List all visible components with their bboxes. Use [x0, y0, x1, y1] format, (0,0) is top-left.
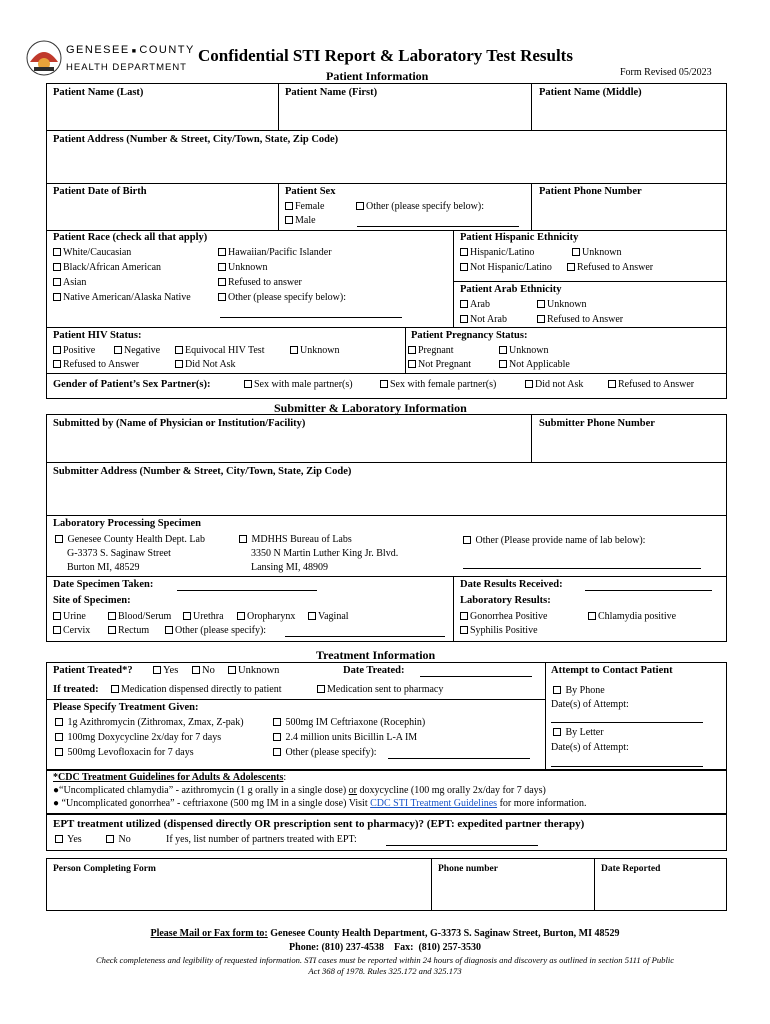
- checkbox-icon: [53, 248, 61, 256]
- race-asian-label: Asian: [63, 277, 87, 288]
- label-patient-address: Patient Address (Number & Street, City/Town, State, Zip Code): [53, 134, 339, 145]
- res-chl-label: Chlamydia positive: [598, 611, 677, 622]
- lab3-label: Other (Please provide name of lab below):: [475, 535, 646, 546]
- checkbox-icon: [317, 685, 325, 693]
- site-oro-label: Oropharynx: [247, 611, 296, 622]
- by-phone-label: By Phone: [565, 685, 605, 696]
- checkbox-preg-yes[interactable]: [408, 345, 454, 356]
- checkbox-icon: [460, 626, 468, 634]
- lab1-name: Genesee County Health Dept. Lab: [67, 534, 205, 545]
- footer-note-2: Act 368 of 1978. Rules 325.172 and 325.173: [308, 966, 462, 976]
- checkbox-preg-na[interactable]: [499, 359, 570, 370]
- checkbox-icon: [218, 278, 226, 286]
- res-gon-label: Gonorrhea Positive: [470, 611, 548, 622]
- org-line1b: COUNTY: [139, 44, 195, 56]
- date-results-field[interactable]: [585, 579, 712, 591]
- org-line1: GENESEE: [66, 44, 130, 56]
- checkbox-t-other[interactable]: [273, 747, 377, 758]
- cdc1-a: ●“Uncomplicated chlamydia” - azithromycin (1 g orally in a single dose): [53, 785, 349, 796]
- checkbox-hisp-refused[interactable]: [567, 262, 653, 273]
- treated-row: [53, 665, 133, 676]
- cdc-guidelines-link[interactable]: CDC STI Treatment Guidelines: [370, 798, 498, 809]
- checkbox-treated-unknown[interactable]: [228, 665, 279, 676]
- checkbox-icon: [108, 626, 116, 634]
- checkbox-site-urethra[interactable]: [183, 611, 224, 622]
- checkbox-icon: [111, 685, 119, 693]
- checkbox-icon: [239, 535, 247, 543]
- checkbox-icon: [380, 380, 388, 388]
- lab2-street: 3350 N Martin Luther King Jr. Blvd.: [251, 548, 399, 559]
- checkbox-icon: [290, 346, 298, 354]
- checkbox-icon: [237, 612, 245, 620]
- label-pregnancy: Patient Pregnancy Status:: [411, 330, 528, 341]
- label-attempt-contact: Attempt to Contact Patient: [551, 665, 673, 676]
- cdc1-or: or: [348, 785, 358, 796]
- date-attempt-phone-field[interactable]: [551, 711, 703, 723]
- checkbox-icon: [165, 626, 173, 634]
- checkbox-t-azithro[interactable]: [55, 717, 244, 728]
- checkbox-site-cervix[interactable]: [53, 625, 90, 636]
- checkbox-race-refused[interactable]: [218, 277, 302, 288]
- label-hiv: Patient HIV Status:: [53, 330, 142, 341]
- site-other-field[interactable]: [285, 625, 445, 637]
- checkbox-partner-female[interactable]: [380, 379, 496, 390]
- ept-partners-field[interactable]: [386, 834, 538, 846]
- checkbox-site-oro[interactable]: [237, 611, 295, 622]
- org-name: [66, 44, 195, 56]
- hiv-dna-label: Did Not Ask: [185, 359, 236, 370]
- label-partner-gender: Gender of Patient’s Sex Partner(s):: [53, 379, 211, 390]
- t2-label: 100mg Doxycycline 2x/day for 7 days: [67, 732, 222, 743]
- arab-unknown-label: Unknown: [547, 299, 587, 310]
- lab1-city: Burton MI, 48529: [67, 562, 140, 573]
- org-separator: ■: [131, 48, 138, 55]
- checkbox-icon: [308, 612, 316, 620]
- checkbox-arab-yes[interactable]: [460, 299, 490, 310]
- label-date-reported: Date Reported: [601, 864, 661, 874]
- label-date-results: Date Results Received:: [460, 579, 563, 590]
- logo: [26, 40, 62, 76]
- checkbox-icon: [53, 346, 61, 354]
- checkbox-race-hawaiian[interactable]: [218, 247, 332, 258]
- checkbox-icon: [53, 626, 61, 634]
- hiv-pos-label: Positive: [63, 345, 96, 356]
- t3-label: 500mg Levofloxacin for 7 days: [67, 747, 194, 758]
- checkbox-hiv-unknown[interactable]: [290, 345, 339, 356]
- checkbox-icon: [499, 360, 507, 368]
- checkbox-icon: [408, 346, 416, 354]
- checkbox-lab-other[interactable]: [463, 535, 645, 546]
- label-date-attempt-letter: Date(s) of Attempt:: [551, 742, 629, 753]
- checkbox-site-other[interactable]: [165, 625, 266, 636]
- ept-yes-label: Yes: [67, 834, 82, 845]
- label-if-treated: If treated:: [53, 684, 99, 695]
- hiv-unknown-label: Unknown: [300, 345, 340, 356]
- checkbox-lab-mdhhs[interactable]: [239, 534, 352, 545]
- cdc-line-2: [53, 798, 586, 809]
- checkbox-icon: [218, 248, 226, 256]
- label-specify-treatment: Please Specify Treatment Given:: [53, 702, 199, 713]
- race-native-label: Native American/Alaska Native: [63, 292, 191, 303]
- checkbox-icon: [588, 612, 596, 620]
- label-submitter-address: Submitter Address (Number & Street, City/Town, State, Zip Code): [53, 466, 352, 477]
- hiv-equiv-label: Equivocal HIV Test: [185, 345, 265, 356]
- checkbox-partner-refused[interactable]: [608, 379, 694, 390]
- checkbox-t-levo[interactable]: [55, 747, 194, 758]
- site-urine-label: Urine: [63, 611, 86, 622]
- checkbox-icon: [153, 666, 161, 674]
- date-attempt-letter-field[interactable]: [551, 755, 703, 767]
- cdc-title-row: [53, 772, 286, 783]
- checkbox-t-doxy[interactable]: [55, 732, 221, 743]
- t6-label: Other (please specify):: [285, 747, 377, 758]
- checkbox-lab-genesee[interactable]: [55, 534, 205, 545]
- checkbox-hisp-yes[interactable]: [460, 247, 534, 258]
- partner-male-label: Sex with male partner(s): [254, 379, 353, 390]
- med-pharm-label: Medication sent to pharmacy: [327, 684, 444, 695]
- cdc2-b: for more information.: [497, 798, 587, 809]
- checkbox-site-blood[interactable]: [108, 611, 171, 622]
- label-patient-phone: Patient Phone Number: [539, 186, 642, 197]
- label-submitted-by: Submitted by (Name of Physician or Institution/Facility): [53, 418, 306, 429]
- date-treated-field[interactable]: [420, 665, 532, 677]
- checkbox-icon: [55, 535, 63, 543]
- seal-icon: [26, 40, 62, 76]
- label-dob: Patient Date of Birth: [53, 186, 147, 197]
- checkbox-icon: [460, 248, 468, 256]
- label-date-taken: Date Specimen Taken:: [53, 579, 154, 590]
- checkbox-icon: [192, 666, 200, 674]
- checkbox-sex-male[interactable]: [285, 215, 316, 226]
- label-phone-number: Phone number: [438, 864, 498, 874]
- checkbox-icon: [218, 263, 226, 271]
- checkbox-res-syphilis[interactable]: [460, 625, 538, 636]
- checkbox-icon: [567, 263, 575, 271]
- checkbox-arab-no[interactable]: [460, 314, 507, 325]
- hiv-refused-label: Refused to Answer: [63, 359, 140, 370]
- hiv-neg-label: Negative: [124, 345, 161, 356]
- checkbox-race-asian[interactable]: [53, 277, 86, 288]
- section-submitter: Submitter & Laboratory Information: [274, 401, 467, 415]
- checkbox-icon: [228, 666, 236, 674]
- arab-refused-label: Refused to Answer: [547, 314, 624, 325]
- checkbox-race-black[interactable]: [53, 262, 161, 273]
- checkbox-icon: [460, 300, 468, 308]
- checkbox-icon: [463, 536, 471, 544]
- checkbox-sex-female[interactable]: [285, 201, 324, 212]
- race-unknown-label: Unknown: [228, 262, 268, 273]
- checkbox-ept-yes[interactable]: [55, 834, 82, 845]
- cdc-title: *CDC Treatment Guidelines for Adults & Adolescents: [53, 772, 284, 783]
- site-vaginal-label: Vaginal: [318, 611, 349, 622]
- org-line2: HEALTH DEPARTMENT: [66, 62, 187, 73]
- partner-female-label: Sex with female partner(s): [390, 379, 497, 390]
- checkbox-race-unknown[interactable]: [218, 262, 267, 273]
- checkbox-treated-no[interactable]: [192, 665, 215, 676]
- race-black-label: Black/African American: [63, 262, 162, 273]
- label-ept: EPT treatment utilized (dispensed directly OR prescription sent to pharmacy)? (EPT: expedited partner therapy): [53, 818, 585, 830]
- label-sex: Patient Sex: [285, 186, 336, 197]
- checkbox-icon: [553, 686, 561, 694]
- sex-female-label: Female: [295, 201, 325, 212]
- label-lab-results: Laboratory Results:: [460, 595, 551, 606]
- checkbox-icon: [285, 202, 293, 210]
- checkbox-sex-other[interactable]: [356, 201, 484, 212]
- treated-yes-label: Yes: [163, 665, 179, 676]
- checkbox-t-ceftriaxone[interactable]: [273, 717, 425, 728]
- checkbox-icon: [273, 748, 281, 756]
- sex-other-field[interactable]: [357, 215, 519, 227]
- lab2-name: MDHHS Bureau of Labs: [251, 534, 352, 545]
- checkbox-res-chlamydia[interactable]: [588, 611, 676, 622]
- checkbox-icon: [408, 360, 416, 368]
- lab-other-field[interactable]: [463, 557, 701, 569]
- t4-label: 500mg IM Ceftriaxone (Rocephin): [285, 717, 426, 728]
- checkbox-icon: [608, 380, 616, 388]
- page-title: Confidential STI Report & Laboratory Test Results: [198, 46, 573, 65]
- checkbox-partner-dna[interactable]: [525, 379, 583, 390]
- arab-yes-label: Arab: [470, 299, 490, 310]
- race-white-label: White/Caucasian: [63, 247, 132, 258]
- checkbox-med-direct[interactable]: [111, 684, 282, 695]
- sex-male-label: Male: [295, 215, 316, 226]
- preg-no-label: Not Pregnant: [418, 359, 472, 370]
- site-rectum-label: Rectum: [118, 625, 150, 636]
- checkbox-preg-no[interactable]: [408, 359, 471, 370]
- t1-label: 1g Azithromycin (Zithromax, Zmax, Z-pak): [67, 717, 244, 728]
- label-date-treated: Date Treated:: [343, 665, 405, 676]
- cdc2-a: ● “Uncomplicated gonorrhea” - ceftriaxone (500 mg IM in a single dose) Visit: [53, 798, 371, 809]
- checkbox-icon: [55, 748, 63, 756]
- checkbox-icon: [183, 612, 191, 620]
- form-revised: Form Revised 05/2023: [620, 67, 712, 78]
- checkbox-icon: [55, 835, 63, 843]
- race-other-field[interactable]: [220, 306, 402, 318]
- race-refused-label: Refused to answer: [228, 277, 302, 288]
- checkbox-icon: [273, 733, 281, 741]
- by-letter-label: By Letter: [565, 727, 604, 738]
- checkbox-preg-unknown[interactable]: [499, 345, 548, 356]
- date-taken-field[interactable]: [177, 579, 317, 591]
- phone-fax: Phone: (810) 237-4538 Fax: (810) 257-3530: [289, 942, 481, 953]
- checkbox-hiv-pos[interactable]: [53, 345, 95, 356]
- checkbox-icon: [175, 346, 183, 354]
- arab-no-label: Not Arab: [470, 314, 507, 325]
- checkbox-icon: [244, 380, 252, 388]
- checkbox-icon: [53, 278, 61, 286]
- checkbox-icon: [572, 248, 580, 256]
- label-name-first: Patient Name (First): [285, 87, 378, 98]
- checkbox-arab-unknown[interactable]: [537, 299, 586, 310]
- checkbox-by-phone[interactable]: [553, 685, 605, 696]
- site-other-label: Other (please specify):: [175, 625, 267, 636]
- checkbox-icon: [53, 293, 61, 301]
- label-site: Site of Specimen:: [53, 595, 131, 606]
- checkbox-site-vaginal[interactable]: [308, 611, 349, 622]
- checkbox-icon: [525, 380, 533, 388]
- treated-unknown-label: Unknown: [238, 665, 280, 676]
- checkbox-hisp-no[interactable]: [460, 262, 552, 273]
- checkbox-hiv-dna[interactable]: [175, 359, 236, 370]
- sex-other-label: Other (please specify below):: [366, 201, 485, 212]
- label-lab-processing: Laboratory Processing Specimen: [53, 518, 201, 529]
- label-ept-list: If yes, list number of partners treated with EPT:: [166, 834, 357, 845]
- label-person-completing: Person Completing Form: [53, 864, 156, 874]
- mail-label: Please Mail or Fax form to:: [150, 928, 268, 939]
- footer-note-1: Check completeness and legibility of requested information. STI cases must be reported within 24 hours of diagnosis and discovery as outlined in section 5111 of Public: [95, 955, 675, 965]
- checkbox-icon: [114, 346, 122, 354]
- checkbox-race-other[interactable]: [218, 292, 346, 303]
- t-other-field[interactable]: [388, 747, 530, 759]
- checkbox-icon: [53, 612, 61, 620]
- checkbox-hiv-neg[interactable]: [114, 345, 160, 356]
- hisp-refused-label: Refused to Answer: [577, 262, 654, 273]
- checkbox-t-bicillin[interactable]: [273, 732, 417, 743]
- checkbox-ept-no[interactable]: [106, 834, 131, 845]
- checkbox-icon: [537, 315, 545, 323]
- label-race: Patient Race (check all that apply): [53, 232, 208, 243]
- mail-instructions: [0, 928, 770, 939]
- checkbox-partner-male[interactable]: [244, 379, 353, 390]
- hisp-yes-label: Hispanic/Latino: [470, 247, 535, 258]
- partner-dna-label: Did not Ask: [535, 379, 584, 390]
- site-cervix-label: Cervix: [63, 625, 91, 636]
- label-treated: Patient Treated*?: [53, 665, 133, 676]
- treated-no-label: No: [202, 665, 215, 676]
- t5-label: 2.4 million units Bicillin L-A IM: [285, 732, 418, 743]
- checkbox-icon: [460, 263, 468, 271]
- checkbox-site-urine[interactable]: [53, 611, 86, 622]
- checkbox-icon: [553, 728, 561, 736]
- checkbox-res-gonorrhea[interactable]: [460, 611, 548, 622]
- lab1-street: G-3373 S. Saginaw Street: [67, 548, 171, 559]
- preg-na-label: Not Applicable: [509, 359, 570, 370]
- hisp-no-label: Not Hispanic/Latino: [470, 262, 552, 273]
- section-patient-info: Patient Information: [326, 69, 429, 83]
- checkbox-hiv-refused[interactable]: [53, 359, 139, 370]
- checkbox-icon: [285, 216, 293, 224]
- checkbox-hisp-unknown[interactable]: [572, 247, 621, 258]
- checkbox-icon: [356, 202, 364, 210]
- label-name-middle: Patient Name (Middle): [539, 87, 642, 98]
- preg-yes-label: Pregnant: [418, 345, 454, 356]
- checkbox-icon: [499, 346, 507, 354]
- mail-address: Genesee County Health Department, G-3373 S. Saginaw Street, Burton, MI 48529: [267, 928, 620, 939]
- label-name-last: Patient Name (Last): [53, 87, 144, 98]
- race-hawaiian-label: Hawaiian/Pacific Islander: [228, 247, 332, 258]
- preg-unknown-label: Unknown: [509, 345, 549, 356]
- checkbox-by-letter[interactable]: [553, 727, 604, 738]
- checkbox-hiv-equiv[interactable]: [175, 345, 264, 356]
- res-syph-label: Syphilis Positive: [470, 625, 538, 636]
- checkbox-arab-refused[interactable]: [537, 314, 623, 325]
- label-hispanic: Patient Hispanic Ethnicity: [460, 232, 579, 243]
- checkbox-icon: [106, 835, 114, 843]
- hisp-unknown-label: Unknown: [582, 247, 622, 258]
- ept-no-label: No: [118, 834, 131, 845]
- site-blood-label: Blood/Serum: [118, 611, 172, 622]
- checkbox-med-pharmacy[interactable]: [317, 684, 443, 695]
- checkbox-site-rectum[interactable]: [108, 625, 149, 636]
- site-urethra-label: Urethra: [193, 611, 224, 622]
- checkbox-treated-yes[interactable]: [153, 665, 178, 676]
- checkbox-icon: [55, 718, 63, 726]
- checkbox-icon: [537, 300, 545, 308]
- cdc-line-1: [53, 785, 546, 796]
- label-submitter-phone: Submitter Phone Number: [539, 418, 655, 429]
- section-treatment: Treatment Information: [316, 648, 436, 662]
- checkbox-icon: [218, 293, 226, 301]
- partner-refused-label: Refused to Answer: [618, 379, 695, 390]
- label-date-attempt-phone: Date(s) of Attempt:: [551, 699, 629, 710]
- checkbox-icon: [53, 360, 61, 368]
- checkbox-icon: [175, 360, 183, 368]
- race-other-label: Other (please specify below):: [228, 292, 347, 303]
- label-arab: Patient Arab Ethnicity: [460, 284, 562, 295]
- checkbox-icon: [55, 733, 63, 741]
- cdc1-b: doxycycline (100 mg orally 2x/day for 7 days): [357, 785, 546, 796]
- lab2-city: Lansing MI, 48909: [251, 562, 328, 573]
- checkbox-icon: [53, 263, 61, 271]
- checkbox-icon: [273, 718, 281, 726]
- checkbox-icon: [460, 315, 468, 323]
- checkbox-icon: [460, 612, 468, 620]
- med-direct-label: Medication dispensed directly to patient: [121, 684, 282, 695]
- checkbox-race-native[interactable]: [53, 292, 191, 303]
- checkbox-icon: [108, 612, 116, 620]
- cdc-colon: :: [283, 772, 287, 783]
- checkbox-race-white[interactable]: [53, 247, 131, 258]
